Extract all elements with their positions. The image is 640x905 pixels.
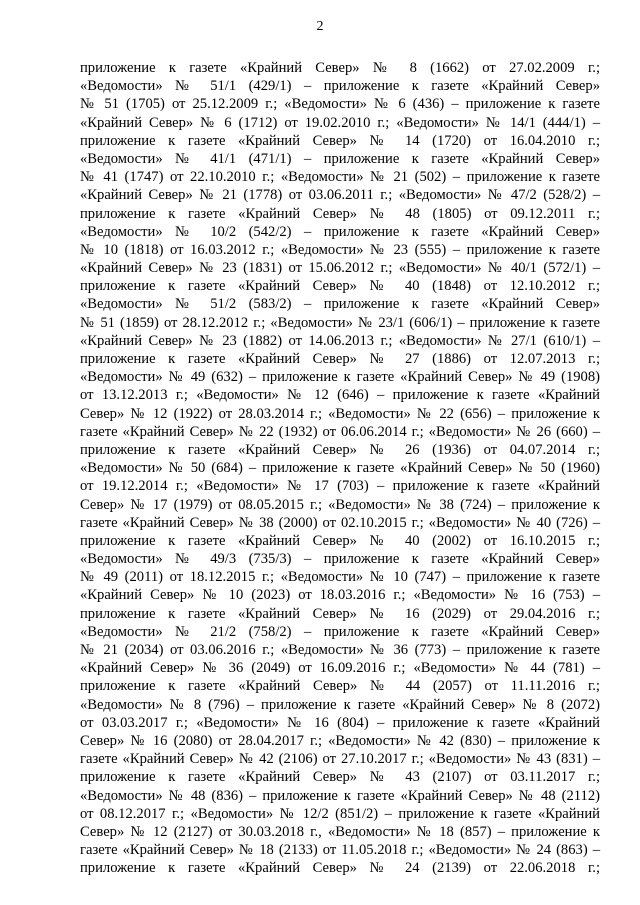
text-line: газете «Крайний Север» № 42 (2106) от 27.10.2017 г.; «Ведомости» № 43 (831) – xyxy=(80,751,600,768)
text-line: № 10 (1818) от 16.03.2012 г.; «Ведомости» № 23 (555) – приложение к газете xyxy=(80,241,600,258)
text-line: «Ведомости» № 8 (796) – приложение к газете «Крайний Север» № 8 (2072) xyxy=(80,696,600,713)
text-line: приложение к газете «Крайний Север» № 44 (2057) от 11.11.2016 г.; xyxy=(80,678,600,695)
text-line: «Ведомости» № 49 (632) – приложение к газете «Крайний Север» № 49 (1908) xyxy=(80,369,600,386)
text-line: от 03.03.2017 г.; «Ведомости» № 16 (804) – приложение к газете «Крайний xyxy=(80,714,600,731)
text-line: Север» № 12 (1922) от 28.03.2014 г.; «Ведомости» № 22 (656) – приложение к xyxy=(80,405,600,422)
document-body xyxy=(80,59,600,877)
text-line: «Ведомости» № 41/1 (471/1) – приложение к газете «Крайний Север» xyxy=(80,150,600,167)
text-line: «Крайний Север» № 10 (2023) от 18.03.2016 г.; «Ведомости» № 16 (753) – xyxy=(80,587,600,604)
text-line: приложение к газете «Крайний Север» № 26 (1936) от 04.07.2014 г.; xyxy=(80,441,600,458)
text-line: «Крайний Север» № 36 (2049) от 16.09.2016 г.; «Ведомости» № 44 (781) – xyxy=(80,660,600,677)
text-line: Север» № 12 (2127) от 30.03.2018 г., «Ведомости» № 18 (857) – приложение к xyxy=(80,823,600,840)
text-line: «Ведомости» № 49/3 (735/3) – приложение к газете «Крайний Север» xyxy=(80,551,600,568)
text-line: Север» № 16 (2080) от 28.04.2017 г.; «Ведомости» № 42 (830) – приложение к xyxy=(80,732,600,749)
text-line: «Ведомости» № 51/1 (429/1) – приложение к газете «Крайний Север» xyxy=(80,78,600,95)
text-line: газете «Крайний Север» № 38 (2000) от 02.10.2015 г.; «Ведомости» № 40 (726) – xyxy=(80,514,600,531)
text-line: «Ведомости» № 48 (836) – приложение к газете «Крайний Север» № 48 (2112) xyxy=(80,787,600,804)
text-line: приложение к газете «Крайний Север» № 8 (1662) от 27.02.2009 г.; xyxy=(80,60,600,76)
text-line: газете «Крайний Север» № 18 (2133) от 11.05.2018 г.; «Ведомости» № 24 (863) – xyxy=(80,842,600,859)
text-line: «Крайний Север» № 23 (1882) от 14.06.2013 г.; «Ведомости» № 27/1 (610/1) – xyxy=(80,332,600,349)
text-line: № 51 (1859) от 28.12.2012 г.; «Ведомости» № 23/1 (606/1) – приложение к газете xyxy=(80,314,600,331)
text-line: «Крайний Север» № 23 (1831) от 15.06.2012 г.; «Ведомости» № 40/1 (572/1) – xyxy=(80,260,600,277)
text-line: приложение к газете «Крайний Север» № 24 (2139) от 22.06.2018 г.; xyxy=(80,860,600,877)
text-line: «Ведомости» № 50 (684) – приложение к газете «Крайний Север» № 50 (1960) xyxy=(80,460,600,477)
text-line: «Крайний Север» № 21 (1778) от 03.06.2011 г.; «Ведомости» № 47/2 (528/2) – xyxy=(80,187,600,204)
text-line: № 51 (1705) от 25.12.2009 г.; «Ведомости» № 6 (436) – приложение к газете xyxy=(80,96,600,113)
text-line: от 08.12.2017 г.; «Ведомости» № 12/2 (851/2) – приложение к газете «Крайний xyxy=(80,805,600,822)
text-line: Север» № 17 (1979) от 08.05.2015 г.; «Ведомости» № 38 (724) – приложение к xyxy=(80,496,600,513)
text-line: приложение к газете «Крайний Север» № 16 (2029) от 29.04.2016 г.; xyxy=(80,605,600,622)
text-line: приложение к газете «Крайний Север» № 27 (1886) от 12.07.2013 г.; xyxy=(80,351,600,367)
text-line: № 49 (2011) от 18.12.2015 г.; «Ведомости» № 10 (747) – приложение к газете xyxy=(80,569,600,586)
text-line: от 19.12.2014 г.; «Ведомости» № 17 (703) – приложение к газете «Крайний xyxy=(80,478,600,495)
text-line: приложение к газете «Крайний Север» № 43 (2107) от 03.11.2017 г.; xyxy=(80,769,600,786)
text-line: «Ведомости» № 21/2 (758/2) – приложение к газете «Крайний Север» xyxy=(80,623,600,640)
text-line: «Ведомости» № 51/2 (583/2) – приложение к газете «Крайний Север» xyxy=(80,296,600,313)
text-line: № 21 (2034) от 03.06.2016 г.; «Ведомости» № 36 (773) – приложение к газете xyxy=(80,642,600,658)
text-line: № 41 (1747) от 22.10.2010 г.; «Ведомости» № 21 (502) – приложение к газете xyxy=(80,169,600,186)
text-line: приложение к газете «Крайний Север» № 14 (1720) от 16.04.2010 г.; xyxy=(80,132,600,149)
text-line: «Крайний Север» № 6 (1712) от 19.02.2010 г.; «Ведомости» № 14/1 (444/1) – xyxy=(80,114,600,131)
text-line: приложение к газете «Крайний Север» № 48 (1805) от 09.12.2011 г.; xyxy=(80,205,600,222)
text-line: «Ведомости» № 10/2 (542/2) – приложение к газете «Крайний Север» xyxy=(80,223,600,240)
text-line: от 13.12.2013 г.; «Ведомости» № 12 (646) – приложение к газете «Крайний xyxy=(80,387,600,404)
text-line: газете «Крайний Север» № 22 (1932) от 06.06.2014 г.; «Ведомости» № 26 (660) – xyxy=(80,423,600,440)
text-line: приложение к газете «Крайний Север» № 40 (1848) от 12.10.2012 г.; xyxy=(80,278,600,295)
text-line: приложение к газете «Крайний Север» № 40 (2002) от 16.10.2015 г.; xyxy=(80,532,600,549)
page-number: 2 xyxy=(316,19,324,34)
